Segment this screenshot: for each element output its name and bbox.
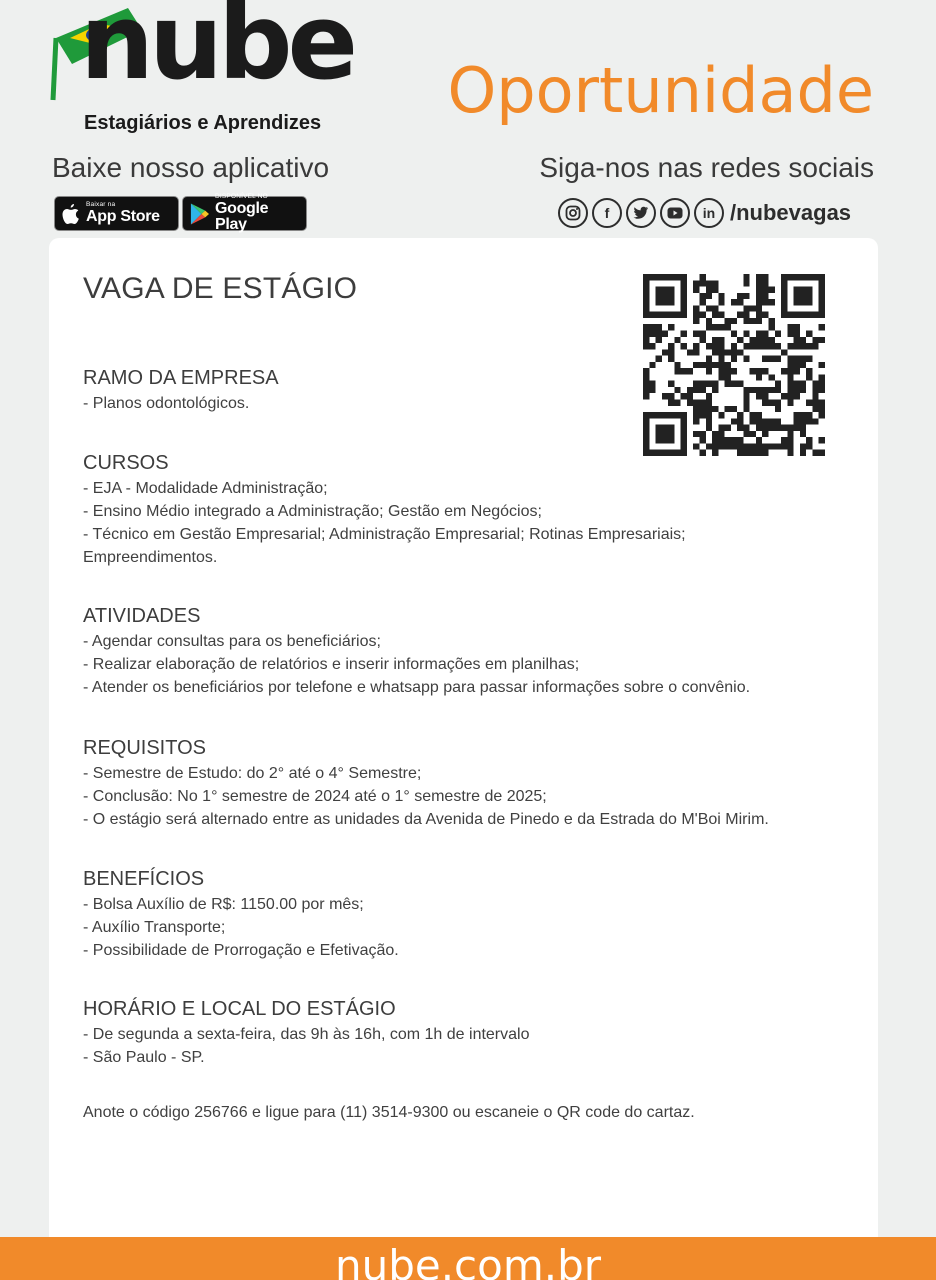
headline: Oportunidade bbox=[447, 54, 874, 127]
section-ramo bbox=[83, 366, 863, 415]
app-store-badge[interactable] bbox=[54, 196, 179, 231]
section-title: RAMO DA EMPRESA bbox=[83, 367, 279, 389]
app-store-small-label: Baixar na bbox=[86, 201, 116, 209]
website-link[interactable]: nube.com.br bbox=[334, 1241, 602, 1280]
logo-wordmark: nube bbox=[80, 0, 354, 103]
facebook-icon[interactable]: f bbox=[592, 198, 622, 228]
section-requisitos bbox=[83, 736, 863, 831]
section-line: - Realizar elaboração de relatórios e inserir informações em planilhas; bbox=[83, 656, 580, 673]
logo-subtitle: Estagiários e Aprendizes bbox=[84, 112, 322, 134]
section-atividades bbox=[83, 604, 863, 699]
contact-note: Anote o código 256766 e ligue para (11) 3514-9300 ou escaneie o QR code do cartaz. bbox=[83, 1104, 695, 1121]
section-title: BENEFÍCIOS bbox=[83, 868, 205, 890]
section-cursos bbox=[83, 451, 863, 569]
section-line: - Técnico em Gestão Empresarial; Administração Empresarial; Rotinas Empresariais; bbox=[83, 526, 686, 543]
section-title: CURSOS bbox=[83, 452, 169, 474]
social-links bbox=[558, 198, 851, 228]
google-play-label: Google Play bbox=[214, 199, 269, 233]
section-line: - Planos odontológicos. bbox=[83, 395, 250, 412]
qr-code[interactable] bbox=[643, 274, 825, 456]
section-title: HORÁRIO E LOCAL DO ESTÁGIO bbox=[83, 998, 396, 1020]
section-line: - Bolsa Auxílio de R$: 1150.00 por mês; bbox=[83, 896, 364, 913]
section-line: - Ensino Médio integrado a Administração; Gestão em Negócios; bbox=[83, 503, 542, 520]
nube-logo bbox=[50, 0, 354, 138]
section-line: - Auxílio Transporte; bbox=[83, 919, 226, 936]
section-line: - De segunda a sexta-feira, das 9h às 16h, com 1h de intervalo bbox=[83, 1026, 530, 1043]
section-beneficios bbox=[83, 867, 863, 962]
section-title: ATIVIDADES bbox=[83, 605, 201, 627]
section-line: - O estágio será alternado entre as unidades da Avenida de Pinedo e da Estrada do M'Boi Mirim. bbox=[83, 811, 769, 828]
section-line: - São Paulo - SP. bbox=[83, 1049, 205, 1066]
twitter-icon[interactable] bbox=[626, 198, 656, 228]
section-line: - Conclusão: No 1° semestre de 2024 até o 1° semestre de 2025; bbox=[83, 788, 547, 805]
bottom-bar bbox=[0, 1237, 936, 1280]
section-line: - Agendar consultas para os beneficiários; bbox=[83, 633, 381, 650]
section-line: - Semestre de Estudo: do 2° até o 4° Semestre; bbox=[83, 765, 422, 782]
linkedin-icon[interactable]: in bbox=[694, 198, 724, 228]
social-handle: /nubevagas bbox=[730, 200, 852, 225]
section-line: - Possibilidade de Prorrogação e Efetivação. bbox=[83, 942, 399, 959]
section-line: Empreendimentos. bbox=[83, 549, 218, 566]
app-store-label: App Store bbox=[86, 207, 160, 225]
section-horario bbox=[83, 997, 863, 1069]
apple-icon bbox=[61, 203, 81, 225]
section-title: REQUISITOS bbox=[83, 737, 206, 759]
youtube-icon[interactable] bbox=[660, 198, 690, 228]
job-card bbox=[49, 238, 878, 1258]
google-play-small-label: DISPONÍVEL NO bbox=[214, 193, 268, 201]
section-line: - EJA - Modalidade Administração; bbox=[83, 480, 328, 497]
google-play-icon bbox=[189, 202, 210, 226]
app-download-heading: Baixe nosso aplicativo bbox=[52, 152, 330, 183]
job-title: VAGA DE ESTÁGIO bbox=[83, 272, 358, 305]
google-play-badge[interactable] bbox=[182, 193, 307, 233]
section-line: - Atender os beneficiários por telefone e whatsapp para passar informações sobre o convênio. bbox=[83, 679, 751, 696]
social-heading: Siga-nos nas redes sociais bbox=[539, 152, 874, 183]
instagram-icon[interactable] bbox=[558, 198, 588, 228]
